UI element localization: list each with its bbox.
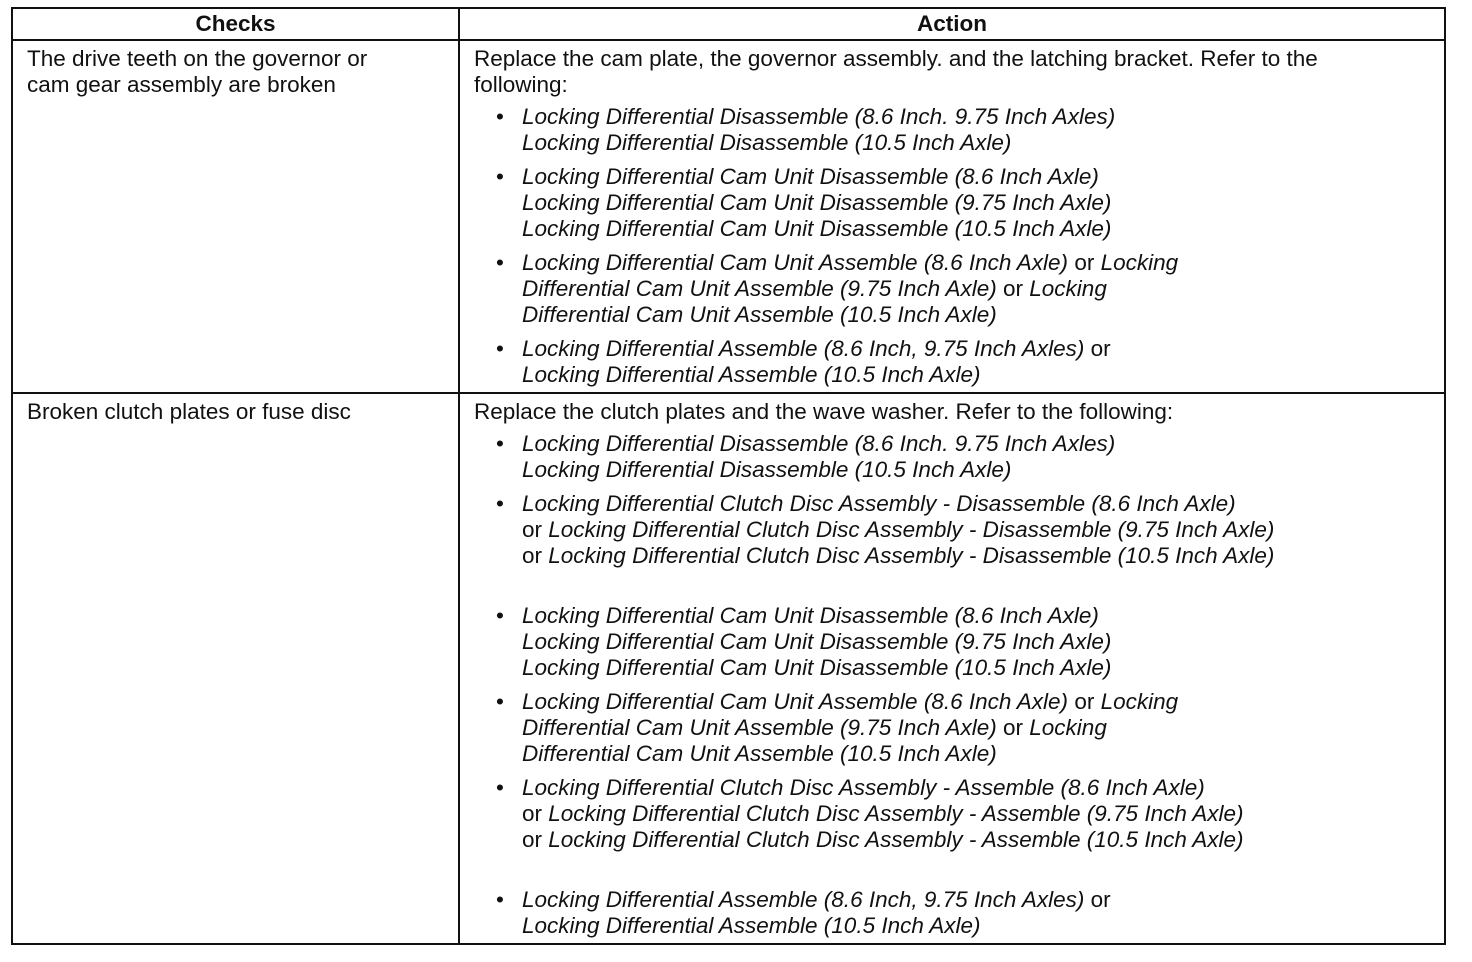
reference-list — [474, 431, 1434, 939]
check-text-line: The drive teeth on the governor or — [27, 46, 368, 71]
connector-text: or — [1068, 689, 1101, 714]
reference-line — [522, 689, 1434, 715]
check-text-line: Broken clutch plates or fuse disc — [27, 399, 351, 424]
action-intro-line: Replace the clutch plates and the wave washer. Refer to the following: — [474, 399, 1174, 424]
connector-text: or — [522, 801, 549, 826]
reference-list-item — [474, 491, 1434, 569]
reference-list-item — [474, 104, 1434, 156]
reference-list-item — [474, 689, 1434, 767]
reference-line — [522, 655, 1434, 681]
reference-line — [522, 715, 1434, 741]
action-cell — [459, 40, 1445, 393]
procedure-reference: Locking Differential Clutch Disc Assembly - Disassemble (9.75 Inch Axle) — [548, 517, 1275, 542]
action-intro — [474, 399, 1434, 425]
connector-text: or — [522, 827, 549, 852]
procedure-reference: Locking Differential Assemble (8.6 Inch, 9.75 Inch Axles) — [522, 336, 1085, 361]
procedure-reference: Locking Differential Assemble (10.5 Inch Axle) — [522, 913, 981, 938]
reference-line — [522, 603, 1434, 629]
reference-list-item — [474, 887, 1434, 939]
reference-list-item — [474, 336, 1434, 388]
table-header-row — [12, 8, 1445, 40]
reference-line — [522, 104, 1434, 130]
reference-list — [474, 104, 1434, 388]
reference-line — [522, 216, 1434, 242]
procedure-reference: Locking — [1029, 715, 1107, 740]
reference-line — [522, 362, 1434, 388]
reference-line — [522, 801, 1434, 827]
procedure-reference: Locking — [1100, 250, 1179, 275]
reference-line — [522, 827, 1434, 853]
connector-text: or — [1068, 250, 1101, 275]
reference-line — [522, 250, 1434, 276]
reference-list-item — [474, 164, 1434, 242]
checks-column-header: Checks — [12, 8, 459, 40]
reference-line — [522, 164, 1434, 190]
procedure-reference: Locking Differential Assemble (8.6 Inch, 9.75 Inch Axles) — [522, 887, 1085, 912]
procedure-reference: Locking Differential Cam Unit Assemble (8.6 Inch Axle) — [522, 250, 1069, 275]
reference-line — [522, 276, 1434, 302]
procedure-reference: Locking Differential Disassemble (10.5 Inch Axle) — [522, 130, 1012, 155]
procedure-reference: Locking — [1029, 276, 1107, 301]
reference-list-item — [474, 775, 1434, 853]
reference-list-item — [474, 250, 1434, 328]
connector-text: or — [1084, 887, 1111, 912]
reference-line — [522, 629, 1434, 655]
procedure-reference: Differential Cam Unit Assemble (9.75 Inch Axle) — [522, 276, 997, 301]
procedure-reference: Locking Differential Cam Unit Assemble (8.6 Inch Axle) — [522, 689, 1069, 714]
connector-text: or — [996, 715, 1030, 740]
reference-line — [522, 517, 1434, 543]
reference-line — [522, 457, 1434, 483]
procedure-reference: Locking Differential Clutch Disc Assembly - Assemble (9.75 Inch Axle) — [548, 801, 1244, 826]
action-cell — [459, 393, 1445, 944]
action-intro-line: following: — [474, 72, 568, 97]
procedure-reference: Locking Differential Cam Unit Disassemble (8.6 Inch Axle) — [522, 164, 1099, 189]
procedure-reference: Differential Cam Unit Assemble (10.5 Inch Axle) — [522, 741, 997, 766]
procedure-reference: Locking Differential Disassemble (8.6 Inch. 9.75 Inch Axles) — [522, 104, 1116, 129]
procedure-reference: Locking Differential Assemble (10.5 Inch Axle) — [522, 362, 981, 387]
procedure-reference: Locking Differential Cam Unit Disassemble (10.5 Inch Axle) — [522, 216, 1112, 241]
reference-line — [522, 887, 1434, 913]
check-text-line: cam gear assembly are broken — [27, 72, 336, 97]
connector-text: or — [996, 276, 1030, 301]
procedure-reference: Locking Differential Cam Unit Disassemble (8.6 Inch Axle) — [522, 603, 1099, 628]
reference-line — [522, 130, 1434, 156]
reference-line — [522, 336, 1434, 362]
procedure-reference: Differential Cam Unit Assemble (10.5 Inch Axle) — [522, 302, 997, 327]
procedure-reference: Locking Differential Disassemble (10.5 Inch Axle) — [522, 457, 1012, 482]
procedure-reference: Locking Differential Cam Unit Disassemble (10.5 Inch Axle) — [522, 655, 1112, 680]
reference-line — [522, 431, 1434, 457]
reference-line — [522, 491, 1434, 517]
table-row — [12, 393, 1445, 944]
procedure-reference: Locking Differential Cam Unit Disassemble (9.75 Inch Axle) — [522, 190, 1112, 215]
connector-text: or — [522, 517, 549, 542]
reference-line — [522, 302, 1434, 328]
table-row — [12, 40, 1445, 393]
table-body — [12, 40, 1445, 944]
procedure-reference: Locking Differential Clutch Disc Assembly - Disassemble (10.5 Inch Axle) — [548, 543, 1275, 568]
procedure-reference: Locking Differential Clutch Disc Assembly - Disassemble (8.6 Inch Axle) — [522, 491, 1236, 516]
connector-text: or — [522, 543, 549, 568]
reference-line — [522, 190, 1434, 216]
action-intro-line: Replace the cam plate, the governor assembly. and the latching bracket. Refer to the — [474, 46, 1318, 71]
reference-list-item — [474, 603, 1434, 681]
procedure-reference: Locking Differential Cam Unit Disassemble (9.75 Inch Axle) — [522, 629, 1112, 654]
procedure-reference: Differential Cam Unit Assemble (9.75 Inch Axle) — [522, 715, 997, 740]
procedure-reference: Locking — [1100, 689, 1179, 714]
procedure-reference: Locking Differential Clutch Disc Assembly - Assemble (8.6 Inch Axle) — [522, 775, 1205, 800]
reference-line — [522, 775, 1434, 801]
check-cell — [12, 393, 459, 944]
check-cell — [12, 40, 459, 393]
diagnostic-table — [11, 7, 1446, 945]
reference-line — [522, 543, 1434, 569]
connector-text: or — [1084, 336, 1111, 361]
reference-list-item — [474, 431, 1434, 483]
reference-line — [522, 741, 1434, 767]
procedure-reference: Locking Differential Clutch Disc Assembly - Assemble (10.5 Inch Axle) — [548, 827, 1244, 852]
action-column-header: Action — [459, 8, 1445, 40]
reference-line — [522, 913, 1434, 939]
procedure-reference: Locking Differential Disassemble (8.6 Inch. 9.75 Inch Axles) — [522, 431, 1116, 456]
action-intro — [474, 46, 1434, 98]
